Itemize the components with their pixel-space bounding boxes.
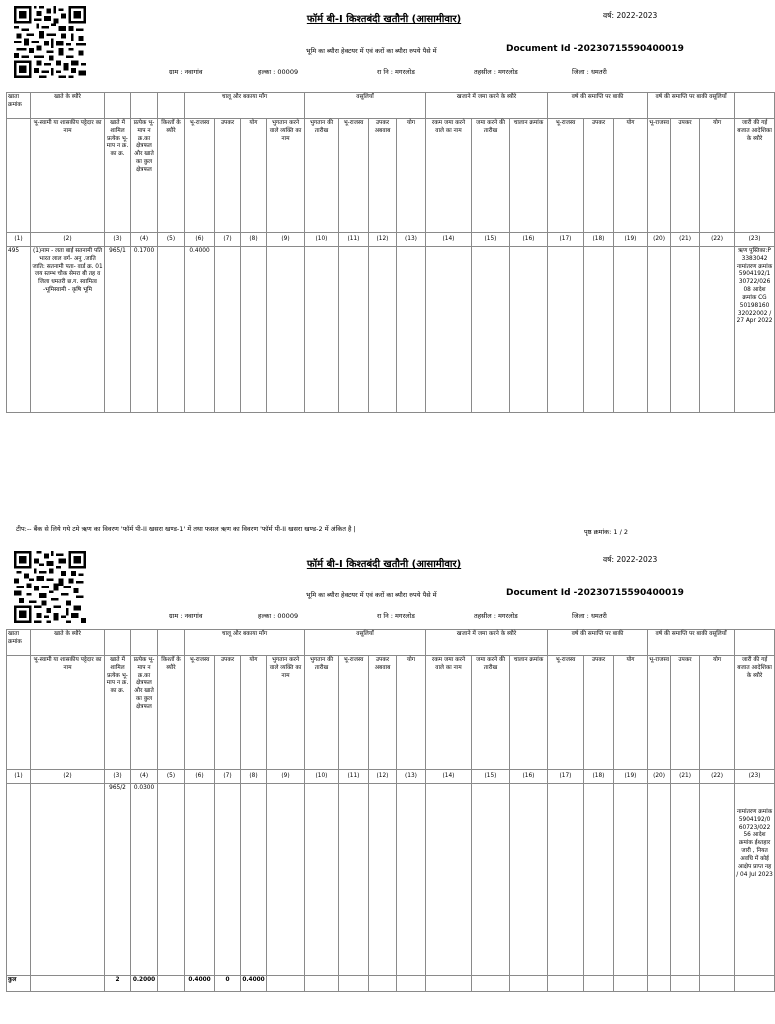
year-field [603,555,657,565]
col-header: भू-राजस्व [185,119,215,233]
form-title: फॉर्म बी-I किश्तबंदी खतौनी (आसामीवार) [306,559,462,570]
total-row [7,976,775,992]
page-number-value: 1 / 2 [613,528,629,536]
col-header: प्रत्येक भू-माप न क्र.का क्षेत्रफल और खाते का कुल क्षेत्रफल [131,656,158,770]
col-number: (1) [7,770,31,784]
col-number: (18) [584,770,614,784]
rani-field: रा नि : मगरलोड [377,68,415,76]
col-header: भुगतान की तारीख [305,119,339,233]
col-header: भू-राजस्व [339,119,369,233]
col-header: भू-स्वामी या शासकीय पट्टेदार का नाम [31,119,105,233]
footnote: टीप:-- बैंक से लिये गये टमे ऋण का विवरण 'फॉर्म पी-II खसरा खण्ड-1' में तथा फसल ऋण का विवरण 'फॉर्म पी-II खसरा खण्ड-2 में अंकित है | [16,525,356,533]
group-year-end-balance-recovery: वर्ष की समाप्ति पर बाकी वसूलियाँ [648,630,735,656]
total-plots: 2 [105,976,131,992]
group-year-end-balance: वर्ष की समाप्ति पर बाकी [548,93,648,119]
col-number: (14) [426,770,472,784]
col-number: (12) [369,770,397,784]
col-header: जारी की गई बजात आदेशिका के ब्यौरे [735,119,775,233]
col-number: (19) [614,770,648,784]
col-header: उपकर [215,119,241,233]
col-number: (9) [267,233,305,247]
col-number: (1) [7,233,31,247]
units-note: भूमि का ब्यौरा हेक्टयर में एवं करों का ब्यौरा रुपये पैसे में [306,591,437,599]
col-header: योग [241,119,267,233]
rani-value: मगरलोड [395,612,415,620]
col-number: (16) [510,770,548,784]
col-number: (2) [31,233,105,247]
col-number: (14) [426,233,472,247]
col-header: किश्तों के ब्यौरे [158,656,185,770]
year-field [603,11,657,21]
group-current-demand: चालू और बकाया माँग [185,630,305,656]
group-treasury-deposit: खजाने में जमा करने के ब्यौरे [426,630,548,656]
col-header: भू-राजस्व [548,656,584,770]
col-number: (22) [700,770,735,784]
document-id: Document Id -20230715590400019 [506,44,684,54]
tehsil-field: तहसील : मगरलोड [474,68,518,76]
tehsil-field: तहसील : मगरलोड [474,612,518,620]
col-number: (20) [648,770,671,784]
col-number: (16) [510,233,548,247]
table-row [7,247,775,413]
col-number: (12) [369,233,397,247]
col-header: उपकर [584,656,614,770]
col-number: (11) [339,770,369,784]
tehsil-value: मगरलोड [497,612,518,620]
col-header: भू-राजस्व [648,656,671,770]
col-number: (13) [397,770,426,784]
col-number: (4) [131,770,158,784]
total-sum: 0.4000 [241,976,267,992]
group-recoveries: वसूलियाँ [305,630,426,656]
group-current-demand: चालू और बकाया माँग [185,93,305,119]
col-header: उपकर [584,119,614,233]
ledger-table [6,629,775,992]
remarks: ऋण पुस्तिका:P 3383042 नामांतरण क्रमांक 5904192/1 30722/026 08 आदेश क्रमांक CG 50198160 32022002 / 27 Apr 2022 [736,248,773,325]
col-header: भू-राजस्व [648,119,671,233]
col-number: (5) [158,233,185,247]
village-field: ग्राम : नवागांव [169,68,203,76]
col-number: (15) [472,770,510,784]
col-header: उपकर अबवाब [369,119,397,233]
col-number: (11) [339,233,369,247]
group-treasury-deposit: खजाने में जमा करने के ब्यौरे [426,93,548,119]
group-khata-details: खाते के ब्यौरे [31,630,105,656]
col-number: (21) [671,770,700,784]
year-value: 2022-2023 [616,555,658,564]
col-number: (7) [215,233,241,247]
ledger-table [6,92,775,413]
col-number: (18) [584,233,614,247]
owner-details: (1)नाम - लता बाई सतनामी पति भारत लाल वर्ग- अनु .जाति जाति: सतनामी पता- वार्ड क्र. 01 जय स्तम्भ चौक सेमरा बी तह व जिला धमतरी छ.ग. स्वामित्व -भूमिस्वामी - कृषि भूमि [32,248,103,294]
col-number: (5) [158,770,185,784]
group-year-end-balance-recovery: वर्ष की समाप्ति पर बाकी वसूलियाँ [648,93,735,119]
rani-field: रा नि : मगरलोड [377,612,415,620]
col-number: (6) [185,770,215,784]
year-value: 2022-2023 [616,11,658,20]
group-khata-no: खाता क्रमांक [7,630,31,656]
col-number: (23) [735,770,775,784]
village-value: नवागांव [184,68,203,76]
col-number: (13) [397,233,426,247]
col-header: भू-स्वामी या शासकीय पट्टेदार का नाम [31,656,105,770]
col-header: उपकर अबवाब [369,656,397,770]
survey-no: 965/2 [105,784,131,976]
col-header: योग [700,119,735,233]
col-number: (20) [648,233,671,247]
halka-field: हल्का : 00009 [258,612,299,620]
col-header: भू-राजस्व [339,656,369,770]
year-label: वर्ष: [603,11,615,20]
col-header: योग [397,656,426,770]
col-header: जमा करने की तारीख [472,119,510,233]
col-number: (4) [131,233,158,247]
khata-no: 495 [7,247,31,413]
col-number: (17) [548,233,584,247]
remarks: नामांतरण क्रमांक 5904192/0 60723/022 56 आदेश क्रमांक ईश्तहार जारी , नियत अवधि में कोई आक्षेप प्राप्त नह / 04 Jul 2023 [736,809,773,878]
halka-field: हल्का : 00009 [258,68,299,76]
col-header: उपकर [671,119,700,233]
col-header: जारी की गई बजात आदेशिका के ब्यौरे [735,656,775,770]
col-header: भुगतान की तारीख [305,656,339,770]
col-header: खाते में शामिल प्रत्येक भू-माप न क्र. का क्र. [105,119,131,233]
col-number: (7) [215,770,241,784]
tehsil-value: मगरलोड [497,68,518,76]
col-number: (3) [105,770,131,784]
halka-value: 00009 [277,612,299,620]
col-number: (10) [305,233,339,247]
col-header: योग [614,656,648,770]
col-header: किश्तों के ब्यौरे [158,119,185,233]
col-header: भुगतान करने वाले व्यक्ति का नाम [267,119,305,233]
year-label: वर्ष: [603,555,615,564]
col-number: (8) [241,770,267,784]
col-number: (8) [241,233,267,247]
rani-value: मगरलोड [395,68,415,76]
total-label: कुल [7,976,31,992]
col-number: (3) [105,233,131,247]
district-value: धमतरी [590,68,607,76]
plot-area: 0.1700 [131,247,158,413]
col-header: भू-राजस्व [548,119,584,233]
col-header: चालान क्रमांक [510,119,548,233]
col-number: (19) [614,233,648,247]
col-header: जमा करने की तारीख [472,656,510,770]
group-recoveries: वसूलियाँ [305,93,426,119]
col-header: भुगतान करने वाले व्यक्ति का नाम [267,656,305,770]
col-header: योग [700,656,735,770]
col-number: (9) [267,770,305,784]
village-value: नवागांव [184,612,203,620]
col-number: (21) [671,233,700,247]
col-header: भू-राजस्व [185,656,215,770]
col-number: (23) [735,233,775,247]
col-header: चालान क्रमांक [510,656,548,770]
col-header: उपकर [215,656,241,770]
col-number: (17) [548,770,584,784]
col-header: रकम जमा करने वाले का नाम [426,656,472,770]
ledger-page-2 [0,545,773,1024]
col-header: योग [241,656,267,770]
col-header: रकम जमा करने वाले का नाम [426,119,472,233]
plot-area: 0.0300 [131,784,158,976]
total-cess: 0 [215,976,241,992]
col-header: खाते में शामिल प्रत्येक भू-माप न क्र. का क्र. [105,656,131,770]
form-title: फॉर्म बी-I किश्तबंदी खतौनी (आसामीवार) [306,14,462,25]
col-number: (6) [185,233,215,247]
group-khata-details: खाते के ब्यौरे [31,93,105,119]
district-value: धमतरी [590,612,607,620]
col-header: उपकर [671,656,700,770]
survey-no: 965/1 [105,247,131,413]
village-field: ग्राम : नवागांव [169,612,203,620]
document-id: Document Id -20230715590400019 [506,588,684,598]
col-header: योग [614,119,648,233]
col-header: प्रत्येक भू-माप न क्र.का क्षेत्रफल और खाते का कुल क्षेत्रफल [131,119,158,233]
units-note: भूमि का ब्यौरा हेक्टयर में एवं करों का ब्यौरा रुपये पैसे में [306,47,437,55]
total-revenue: 0.4000 [185,976,215,992]
group-khata-no: खाता क्रमांक [7,93,31,119]
group-year-end-balance: वर्ष की समाप्ति पर बाकी [548,630,648,656]
land-revenue: 0.4000 [185,247,215,413]
table-row [7,784,775,976]
page-number: पृष्ठ क्रमांक: 1 / 2 [584,528,629,536]
district-field: जिला : धमतरी [572,612,607,620]
col-number: (15) [472,233,510,247]
col-number: (22) [700,233,735,247]
halka-value: 00009 [277,68,299,76]
total-area: 0.2000 [131,976,158,992]
district-field: जिला : धमतरी [572,68,607,76]
col-number: (2) [31,770,105,784]
col-header: योग [397,119,426,233]
col-number: (10) [305,770,339,784]
